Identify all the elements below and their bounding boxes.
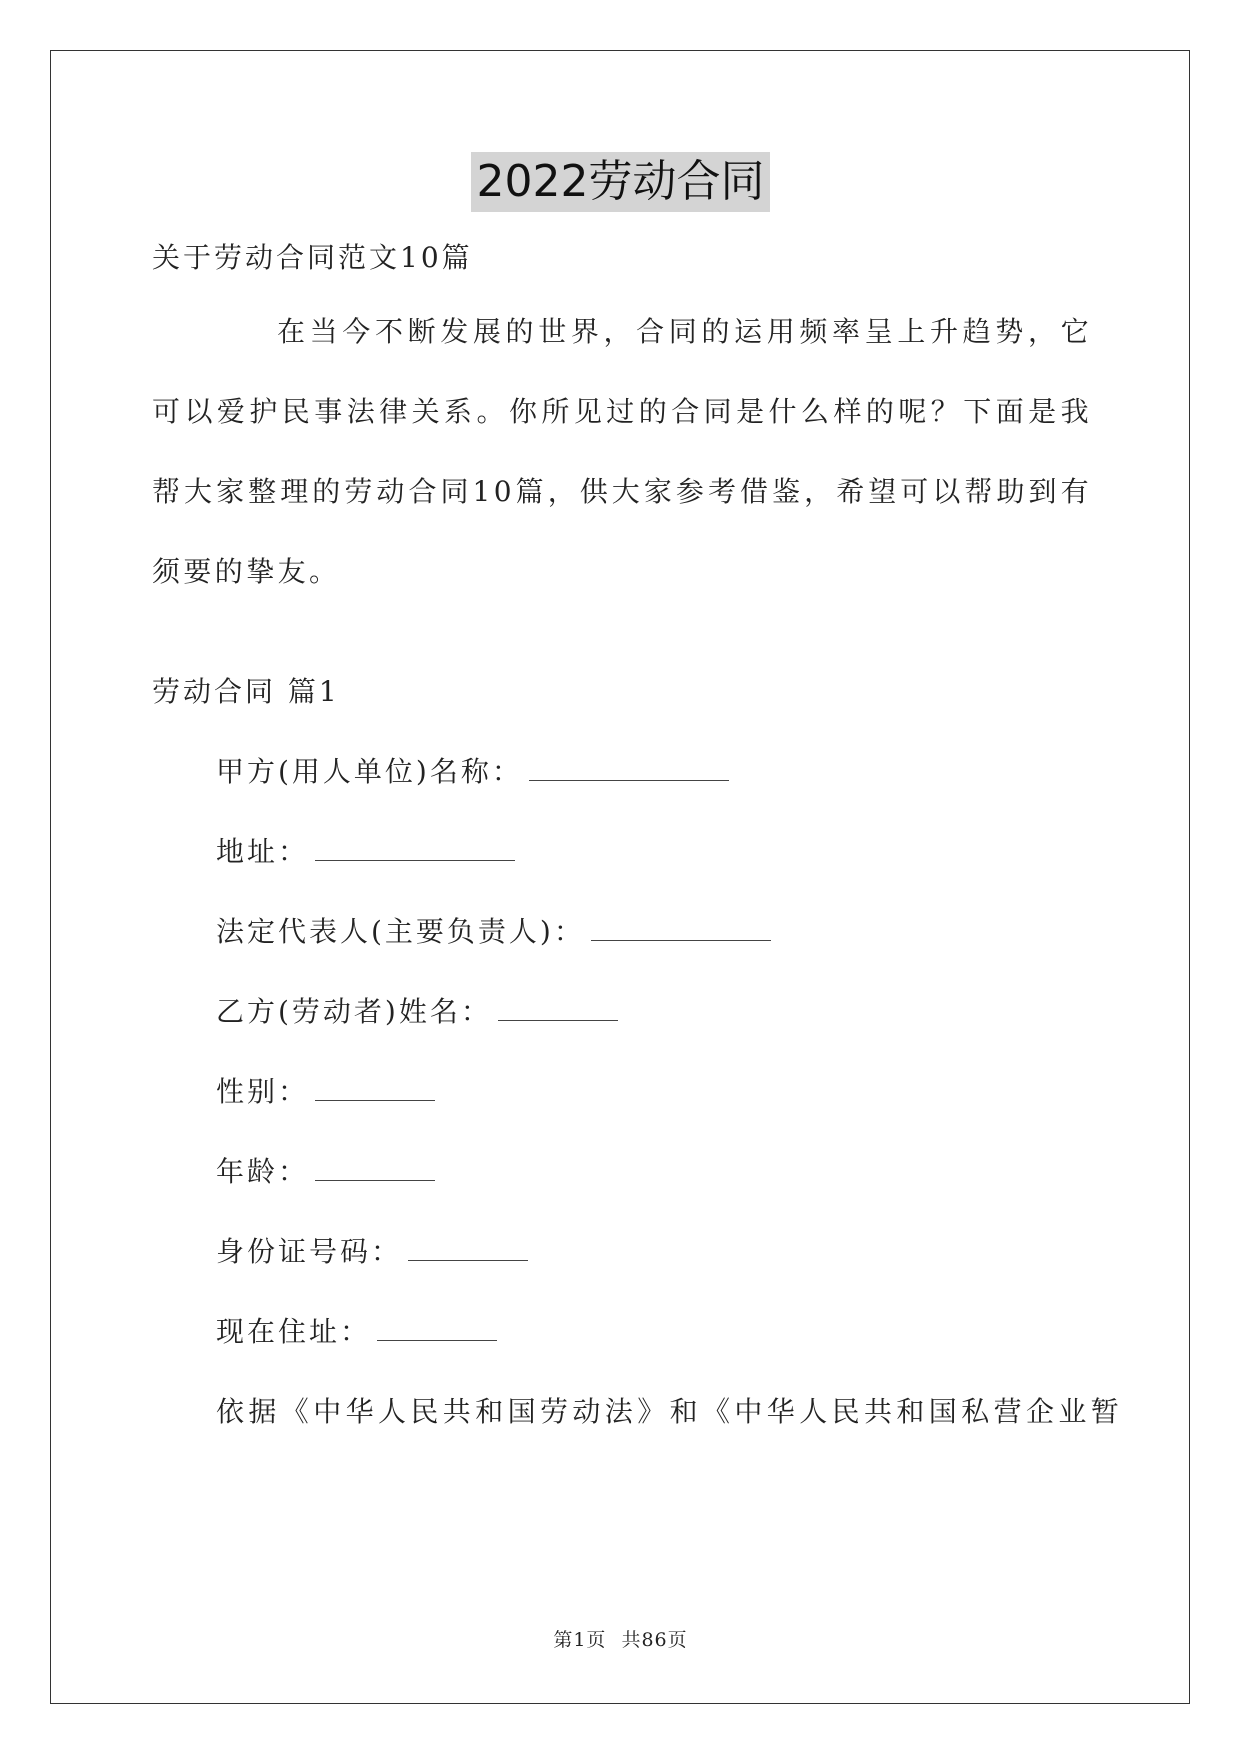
field-employee-name [216, 992, 618, 1032]
field-age [216, 1152, 435, 1192]
document-title: 2022劳动合同 [471, 152, 771, 212]
fill-blank[interactable] [377, 1314, 497, 1341]
field-label: 乙方(劳动者)姓名： [216, 995, 492, 1028]
fill-blank[interactable] [498, 994, 618, 1021]
page-total: 共86页 [621, 1629, 688, 1651]
document-subtitle: 关于劳动合同范文10篇 [152, 241, 473, 274]
fill-blank[interactable] [408, 1234, 528, 1261]
field-label: 性别： [216, 1075, 310, 1108]
intro-paragraph: 在当今不断发展的世界，合同的运用频率呈上升趋势，它可以爱护民事法律关系。你所见过的合同是什么样的呢？下面是我帮大家整理的劳动合同10篇，供大家参考借鉴，希望可以帮助到有须要的挚友。 [152, 315, 1092, 588]
field-label: 法定代表人(主要负责人)： [216, 915, 585, 948]
field-label: 现在住址： [216, 1315, 372, 1348]
field-label: 年龄： [216, 1155, 310, 1188]
fill-blank[interactable] [529, 754, 729, 781]
fill-blank[interactable] [591, 914, 771, 941]
fill-blank[interactable] [315, 1154, 435, 1181]
fill-blank[interactable] [315, 1074, 435, 1101]
field-label: 甲方(用人单位)名称： [216, 755, 523, 788]
section-heading: 劳动合同 篇1 [152, 675, 340, 708]
field-id-number [216, 1232, 528, 1272]
field-label: 身份证号码： [216, 1235, 403, 1268]
fill-blank[interactable] [315, 834, 515, 861]
page-number: 第1页 [553, 1629, 607, 1651]
page-footer [0, 1625, 1241, 1652]
field-address [216, 832, 515, 872]
title-container [0, 152, 1241, 212]
field-gender [216, 1072, 435, 1112]
field-current-address [216, 1312, 497, 1352]
closing-line: 依据《中华人民共和国劳动法》和《中华人民共和国私营企业暂 [216, 1395, 1124, 1428]
field-label: 地址： [216, 835, 310, 868]
field-employer-name [216, 752, 729, 792]
field-legal-representative [216, 912, 771, 952]
